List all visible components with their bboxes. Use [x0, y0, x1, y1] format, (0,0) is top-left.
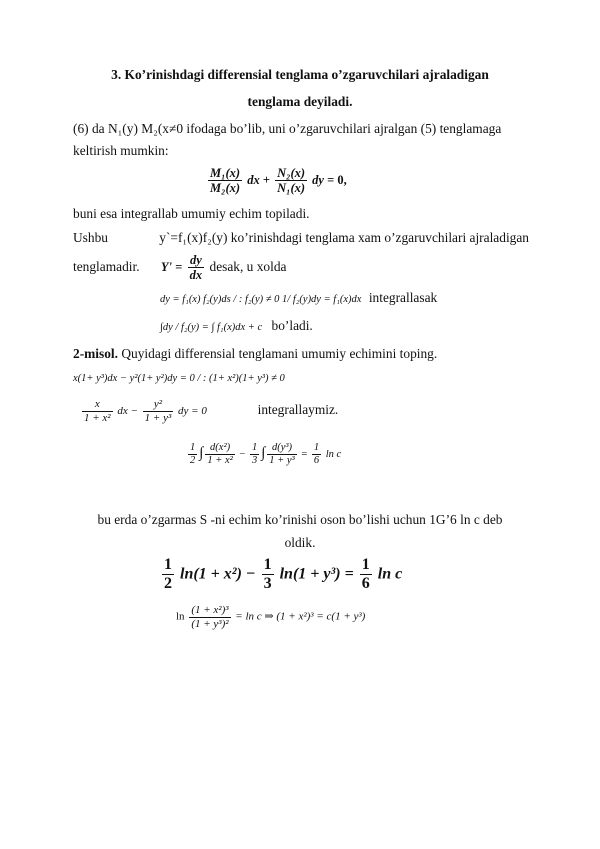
eq4-dy: dy = 0	[178, 404, 207, 417]
eq6-coef1-denominator: 2	[164, 575, 172, 593]
example-equation: x(1+ y³)dx − y²(1+ y²)dy = 0 / : (1+ x²)(1+ y³) ≠ 0	[73, 373, 285, 384]
eq3-text: bo’ladi.	[271, 318, 313, 333]
para2-line3-rest: desak, u xolda	[209, 258, 287, 274]
eq7-rest: = ln c ⇒ (1 + x²)³ = c(1 + y³)	[235, 610, 366, 623]
eq1-equals-zero: = 0,	[327, 172, 347, 187]
eq4-dx: dx −	[117, 404, 138, 417]
eq6-term1: ln(1 + x²) −	[180, 565, 256, 583]
eq6-coef3-denominator: 6	[361, 575, 370, 593]
equation-integrals: $\frac{1}{2}$ ∫ $\frac{\text{d(x²)}}{\text{1 + x²}}$ − $\frac{1}{3}$ ∫ $\frac{\text{d(y³)}}{\text{1 + y³}}$ = $\frac{1}{6}$ ln c	[190, 442, 342, 467]
eq6-coef2-numerator: 1	[262, 556, 274, 575]
eq6-coef3-numerator: 1	[360, 556, 372, 575]
derivative-numerator: dy	[188, 253, 205, 268]
eq1-frac1-numerator: M₁(x)	[210, 166, 241, 180]
equation-dy-line	[160, 289, 437, 309]
eq6-coef2-denominator: 3	[263, 575, 272, 593]
para3-line1: bu erda o’zgarmas S -ni echim ko’rinishi oson bo’lishi uchun 1G’6 ln c deb	[97, 512, 503, 527]
equation-log-form	[160, 556, 402, 594]
equation-final-solution	[176, 604, 365, 630]
eq5-int1-numerator: d(x²)	[205, 442, 234, 455]
eq1-plus: +	[262, 172, 270, 187]
eq4-text: integrallaymiz.	[257, 401, 339, 417]
eq5-coef1-denominator: 2	[190, 455, 196, 467]
derivative-denominator: dx	[189, 268, 203, 283]
para2-line1: buni esa integrallab umumiy echim topiladi.	[73, 206, 310, 221]
eq7-numerator: (1 + x²)³	[191, 604, 229, 616]
para1-line1: (6) da N₁(y) M₂(x≠0 ifodaga bo’lib, uni o’zgaruvchilari ajralgan (5) tenglamaga	[73, 121, 502, 136]
eq2-text: integrallasak	[368, 290, 438, 305]
eq5-equals: =	[301, 448, 308, 460]
eq6-term2: ln(1 + y³) =	[279, 565, 354, 583]
eq5-int2-numerator: d(y³)	[267, 442, 296, 455]
eq5-ln-c: ln c	[325, 448, 342, 460]
eq1-frac2-numerator: N₂(x)	[277, 166, 306, 180]
eq1-dy: dy	[312, 172, 324, 187]
eq5-int1-denominator: 1 + x²	[207, 455, 233, 467]
eq5-int2-denominator: 1 + y³	[269, 455, 295, 467]
eq4-frac1-numerator: x	[82, 398, 113, 412]
para2-line2-ushbu: Ushbu	[73, 230, 108, 245]
example-heading	[73, 345, 437, 363]
eq5-coef2-denominator: 3	[251, 455, 258, 467]
equation-separable-form	[206, 166, 347, 196]
eq5-minus: −	[239, 448, 246, 460]
para2-line2-rest: y`=f₁(x)f₂(y) ko’rinishdagi tenglama xam o’zgaruvchilari ajraladigan	[159, 230, 529, 245]
eq5-coef3-numerator: 1	[312, 442, 321, 455]
eq4-frac2-denominator: 1 + y³	[144, 411, 172, 424]
para2-line3-label: tenglamadir.	[73, 258, 140, 274]
eq1-dx: dx	[247, 172, 260, 187]
equation-integral-line	[160, 317, 313, 337]
eq7-ln: ln	[176, 610, 185, 623]
example-label: 2-misol.	[73, 346, 119, 361]
para2-line3	[73, 253, 286, 283]
eq4-frac2-numerator: y²	[143, 398, 174, 412]
para2-line2	[73, 229, 529, 247]
eq1-frac1-denominator: M₂(x)	[210, 181, 241, 196]
equation-separated	[80, 398, 338, 424]
eq5-coef2-numerator: 1	[250, 442, 259, 455]
section-heading-line1: 3. Ko’rinishdagi differensial tenglama o’zgaruvchilari ajraladigan	[111, 67, 489, 82]
eq5-coef3-denominator: 6	[313, 455, 320, 467]
eq6-coef1-numerator: 1	[162, 556, 174, 575]
derivative-y-prime: Y' =	[160, 259, 183, 274]
eq3-math: ∫dy / f₂(y) = ∫ f₁(x)dx + c	[160, 322, 263, 333]
para1-line2: keltirish mumkin:	[73, 143, 169, 158]
eq7-denominator: (1 + y³)²	[191, 617, 229, 630]
eq6-term3: ln c	[377, 565, 403, 583]
eq2-math: dy = f₁(x) f₂(y)ds / : f₂(y) ≠ 0 1/ f₂(y)dy = f₁(x)dx	[160, 294, 362, 305]
example-text: Quyidagi differensial tenglamani umumiy echimini toping.	[118, 346, 438, 361]
eq4-frac1-denominator: 1 + x²	[84, 411, 111, 424]
section-heading-line2: tenglama deyiladi.	[247, 94, 353, 109]
eq1-frac2-denominator: N₁(x)	[277, 181, 306, 196]
para3-line2: oldik.	[284, 535, 316, 550]
eq5-coef1-numerator: 1	[188, 442, 197, 455]
